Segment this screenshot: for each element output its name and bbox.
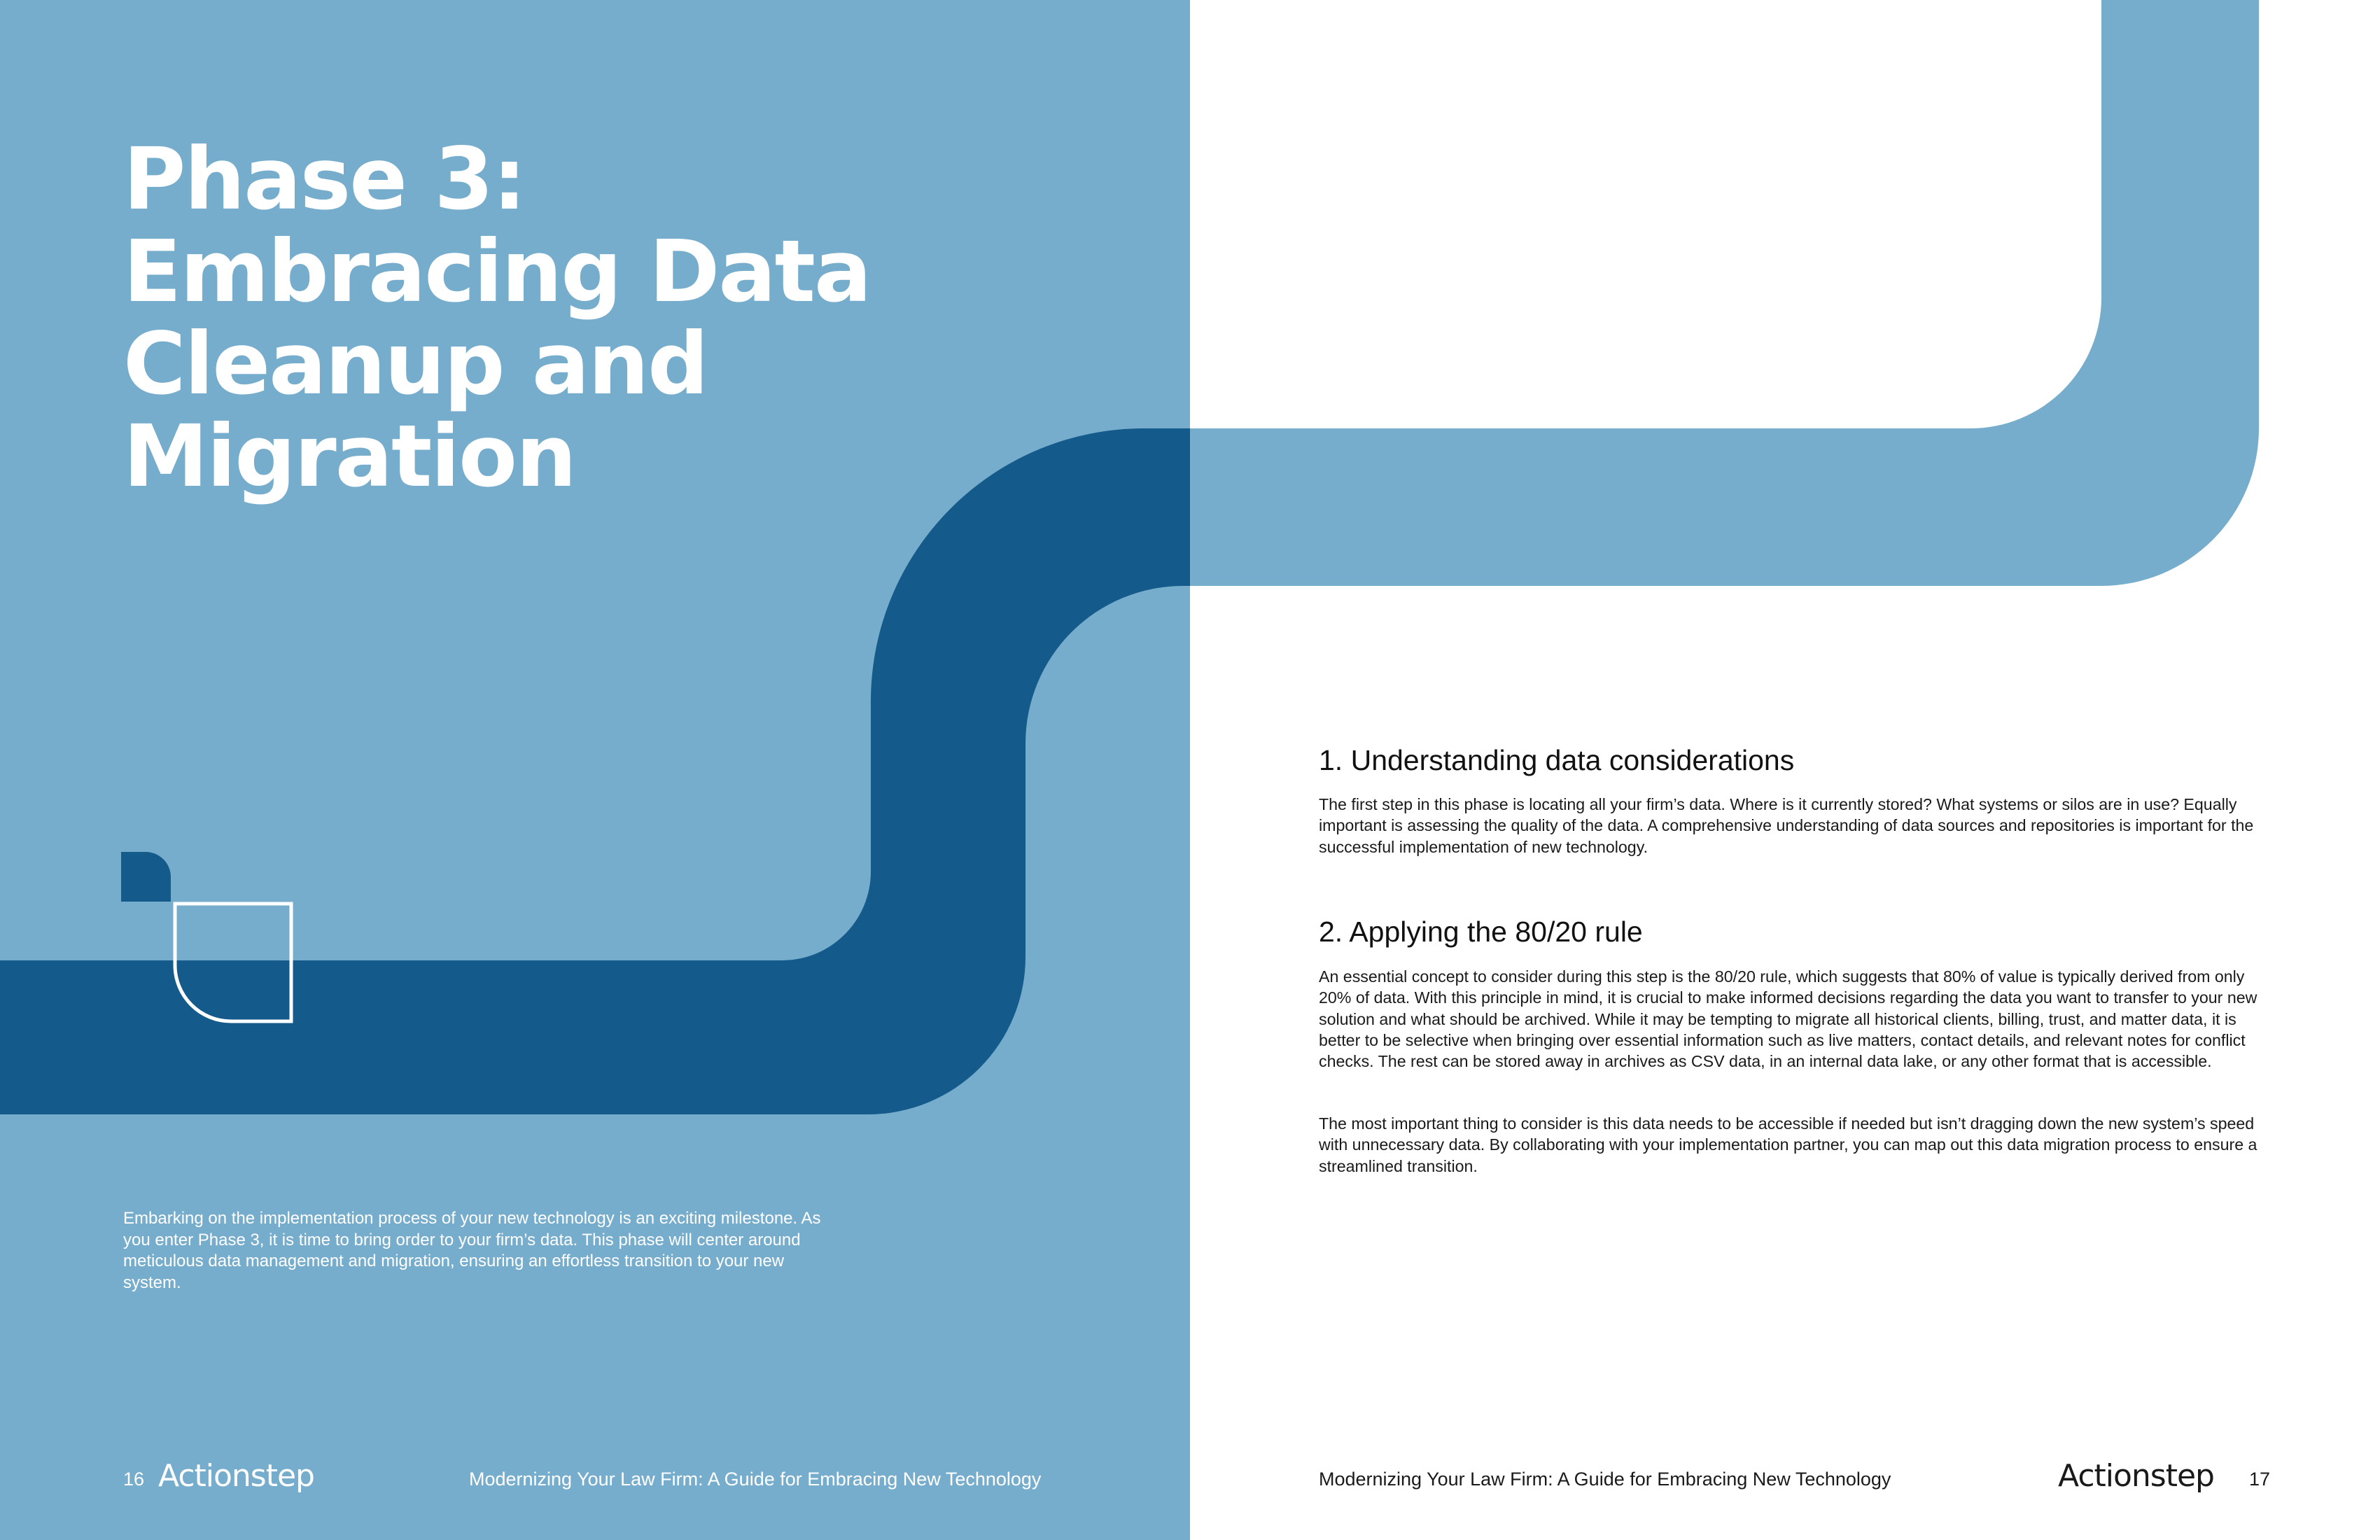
- section-2-paragraph-2: The most important thing to consider is this data needs to be accessible if needed but isn’t dragging down the new system’s speed with unnecessary data. By collaborating with your implementation partner, you can map out this data migration process to ensure a streamlined transition.: [1319, 1114, 2258, 1175]
- footer-title-right: Modernizing Your Law Firm: A Guide for Embracing New Technology: [1319, 1469, 1891, 1490]
- title-line: Migration: [123, 407, 575, 506]
- footer-title-left: Modernizing Your Law Firm: A Guide for Embracing New Technology: [469, 1469, 1042, 1490]
- section-heading-1: 1. Understanding data considerations: [1319, 744, 1795, 776]
- intro-paragraph: Embarking on the implementation process of your new technology is an exciting milestone. As you enter Phase 3, it is time to bring order to your firm’s data. This phase will center around meticulous data management and migration, ensuring an effortless transition to your new system.: [123, 1209, 821, 1292]
- section-2-paragraph-1: An essential concept to consider during this step is the 80/20 rule, which suggests that 80% of value is typically derived from only 20% of data. With this principle in mind, it is crucial to make informed decisions regarding the data you want to transfer to your new solution and what should be archived. While it may be tempting to migrate all historical clients, billing, trust, and matter data, it is better to be selective when bringing over essential information such as live matters, contact details, and relevant notes for conflict checks. The rest can be stored away in archives as CSV data, in an internal data lake, or any other format that is accessible.: [1319, 967, 2258, 1071]
- brand-logo-right: Actionstep: [2058, 1458, 2214, 1494]
- page-number-left: 16: [123, 1469, 145, 1490]
- title-line: Cleanup and: [123, 314, 708, 414]
- title-line: Phase 3:: [123, 130, 526, 229]
- page-number-right: 17: [2249, 1469, 2271, 1490]
- title-line: Embracing Data: [123, 222, 871, 321]
- section-heading-2: 2. Applying the 80/20 rule: [1319, 916, 1643, 948]
- brand-logo-left: Actionstep: [158, 1458, 314, 1494]
- rounded-square-icon: [121, 852, 171, 902]
- page-title: [123, 130, 963, 506]
- section-1-paragraph: The first step in this phase is locating all your firm’s data. Where is it currently stored? What systems or silos are in use? Equally important is assessing the quality of the data. A comprehensive understanding of data sources and repositories is important for the successful implementation of new technology.: [1319, 795, 2254, 856]
